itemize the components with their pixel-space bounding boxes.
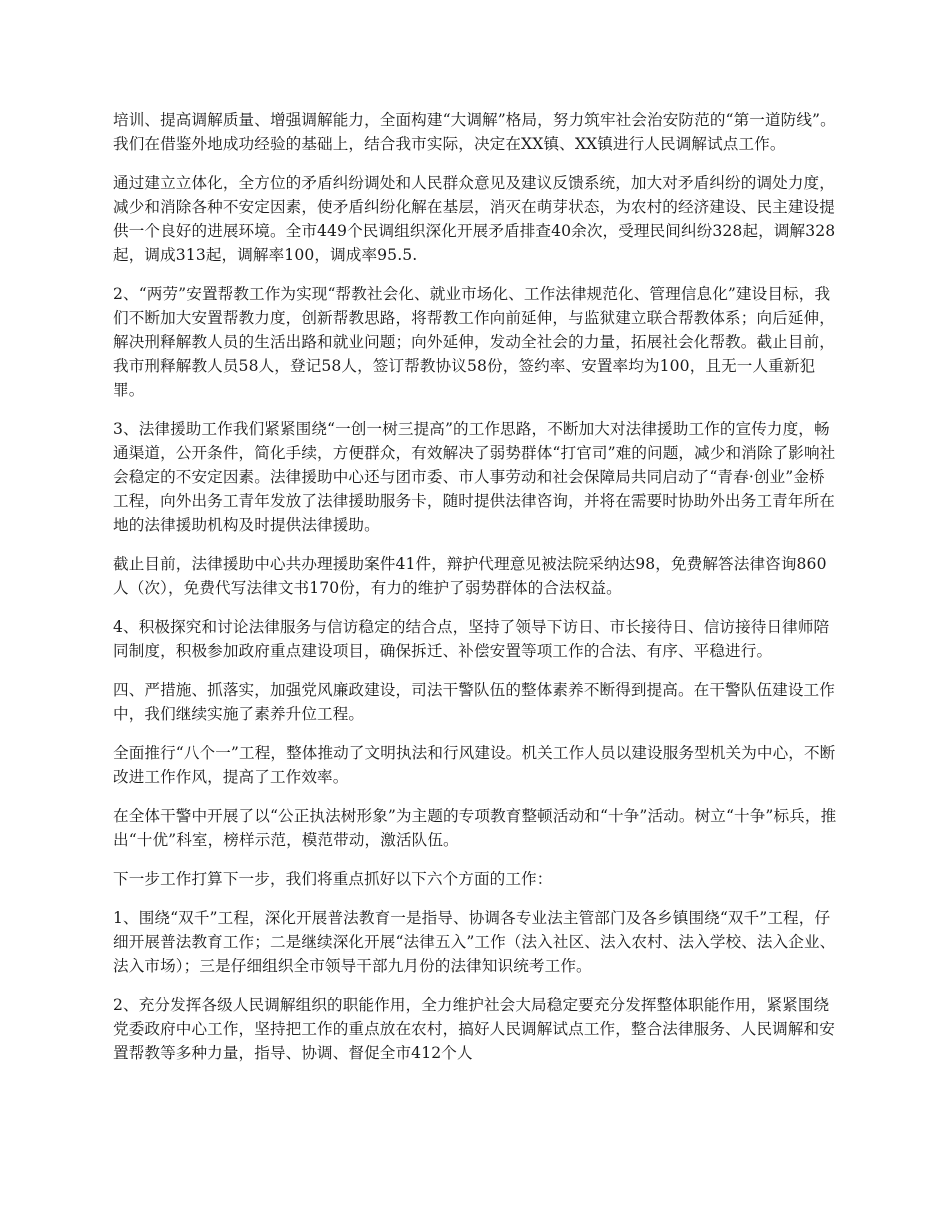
paragraph-7: 四、严措施、抓落实，加强党风廉政建设，司法干警队伍的整体素养不断得到提高。在干警队伍建设工作中，我们继续实施了素养升位工程。: [113, 681, 835, 723]
paragraph-2: 通过建立立体化，全方位的矛盾纠纷调处和人民群众意见及建议反馈系统，加大对矛盾纠纷的调处力度，减少和消除各种不安定因素，使矛盾纠纷化解在基层，消灭在萌芽状态，为农村的经济建设、民主建设提供一个良好的进展环境。全市449个民调组织深化开展矛盾排查40余次，受理民间纠纷328起，调解328起，调成313起，调解率100，调成率95.5.: [113, 174, 836, 264]
document-body: [113, 108, 838, 1080]
paragraph-4: 3、法律援助工作我们紧紧围绕“一创一树三提高”的工作思路，不断加大对法律援助工作的宣传力度，畅通渠道，公开条件，简化手续，方便群众，有效解决了弱势群体“打官司”难的问题，减少和消除了影响社会稳定的不安定因素。法律援助中心还与团市委、市人事劳动和社会保障局共同启动了“青春·创业”金桥工程，向外出务工青年发放了法律援助服务卡，随时提供法律咨询，并将在需要时协助外出务工青年所在地的法律援助机构及时提供法律援助。: [113, 420, 836, 534]
paragraph-1: 培训、提高调解质量、增强调解能力，全面构建“大调解”格局，努力筑牢社会治安防范的“第一道防线”。我们在借鉴外地成功经验的基础上，结合我市实际，决定在XX镇、XX镇进行人民调解试点工作。: [113, 111, 836, 153]
paragraph-10: 下一步工作打算下一步，我们将重点抓好以下六个方面的工作：: [113, 870, 553, 888]
paragraph-11: 1、围绕“双千”工程，深化开展普法教育一是指导、协调各专业法主管部门及各乡镇围绕“双千”工程，仔细开展普法教育工作；二是继续深化开展“法律五入”工作（法入社区、法入农村、法入学校、法入企业、法入市场）；三是仔细组织全市领导干部九月份的法律知识统考工作。: [113, 909, 836, 975]
paragraph-9: 在全体干警中开展了以“公正执法树形象”为主题的专项教育整顿活动和“十争”活动。树立“十争”标兵，推出“十优”科室，榜样示范，模范带动，激活队伍。: [113, 807, 837, 849]
paragraph-12: 2、充分发挥各级人民调解组织的职能作用，全力维护社会大局稳定要充分发挥整体职能作用，紧紧围绕党委政府中心工作，坚持把工作的重点放在农村，搞好人民调解试点工作，整合法律服务、人民调解和安置帮教等多种力量，指导、协调、督促全市412个人: [113, 996, 835, 1062]
paragraph-3: 2、“两劳”安置帮教工作为实现“帮教社会化、就业市场化、工作法律规范化、管理信息化”建设目标，我们不断加大安置帮教力度，创新帮教思路，将帮教工作向前延伸，与监狱建立联合帮教体系；向后延伸，解决刑释解教人员的生活出路和就业问题；向外延伸，发动全社会的力量，拓展社会化帮教。截止目前，我市刑释解教人员58人，登记58人，签订帮教协议58份，签约率、安置率均为100，且无一人重新犯罪。: [113, 285, 835, 399]
paragraph-6: 4、积极探究和讨论法律服务与信访稳定的结合点，坚持了领导下访日、市长接待日、信访接待日律师陪同制度，积极参加政府重点建设项目，确保拆迁、补偿安置等项工作的合法、有序、平稳进行。: [113, 618, 830, 660]
paragraph-5: 截止目前，法律援助中心共办理援助案件41件，辩护代理意见被法院采纳达98，免费解答法律咨询860人（次），免费代写法律文书170份，有力的维护了弱势群体的合法权益。: [113, 555, 827, 597]
paragraph-8: 全面推行“八个一”工程，整体推动了文明执法和行风建设。机关工作人员以建设服务型机关为中心，不断改进工作作风，提高了工作效率。: [113, 744, 836, 786]
